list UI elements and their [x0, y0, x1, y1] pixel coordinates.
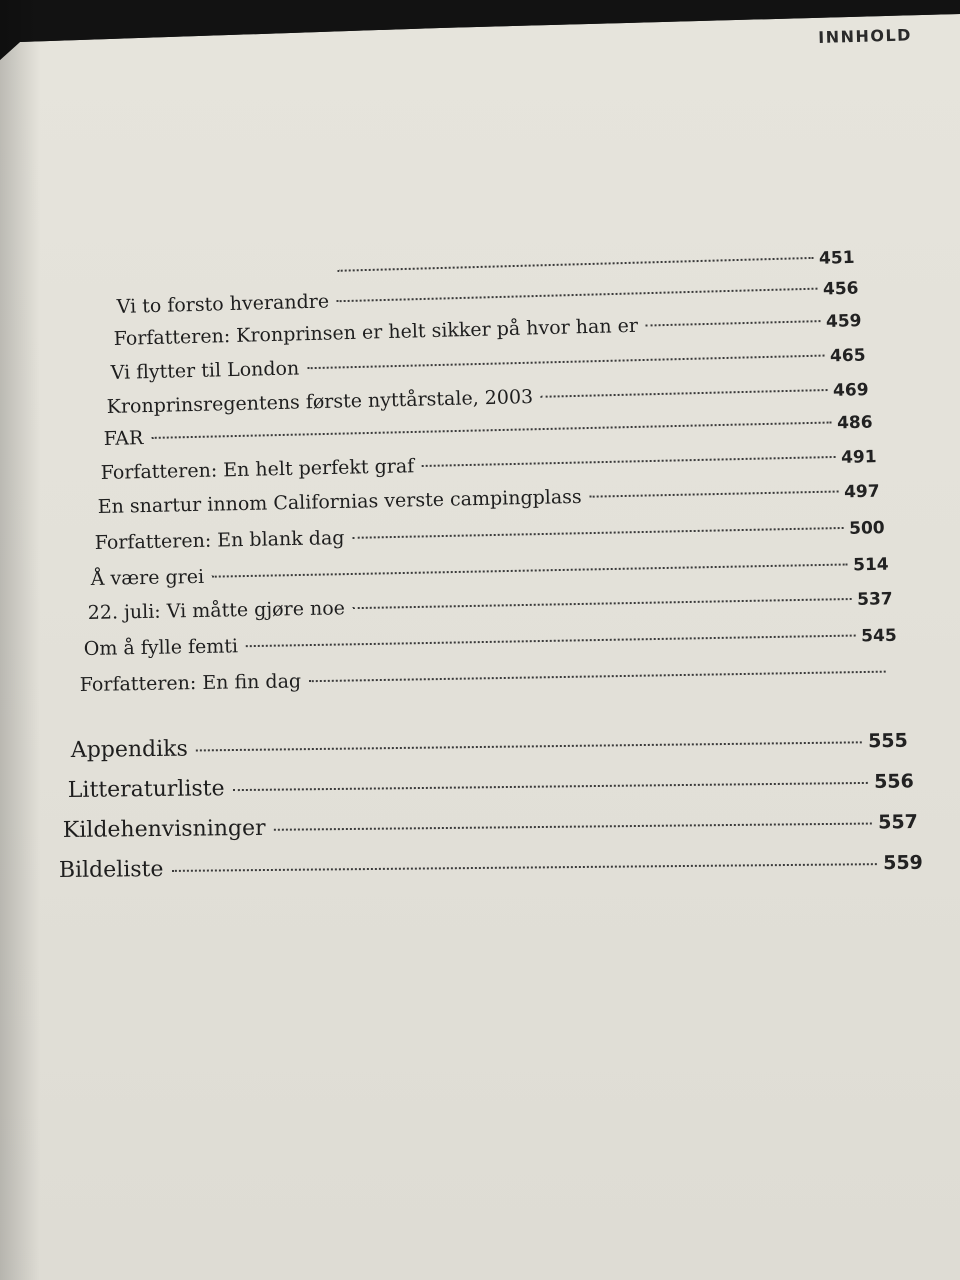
toc-entry-title: Kronprinsregentens første nyttårstale, 2003: [106, 385, 534, 418]
toc-leader: [352, 527, 843, 539]
toc-page-number: 559: [883, 851, 923, 875]
toc-main-entry: [63, 809, 918, 843]
toc-leader: [353, 598, 851, 609]
toc-page-number: 469: [832, 380, 869, 401]
toc-main-entry: [71, 728, 908, 763]
toc-main-entry: [59, 850, 923, 883]
toc-leader: [337, 288, 817, 303]
toc-entry: [106, 378, 868, 418]
toc-leader: [309, 671, 886, 683]
toc-page-number: 497: [843, 481, 880, 503]
toc-page-number: 451: [818, 247, 855, 269]
toc-page-number: 491: [840, 447, 877, 468]
toc-entry: [88, 587, 893, 624]
toc-entry-title: Forfatteren: En fin dag: [79, 670, 302, 696]
running-head: INNHOLD: [818, 25, 913, 47]
toc-entry: [98, 480, 880, 518]
toc-main-entry: [68, 768, 914, 803]
toc-entry-title: Appendiks: [70, 736, 188, 763]
toc-entry-title: Om å fylle femti: [83, 635, 239, 660]
toc-page-number: 456: [822, 278, 859, 300]
toc-page-number: 500: [848, 518, 885, 539]
toc-page-number: 556: [874, 770, 914, 793]
toc-entry-title: Litteraturliste: [67, 776, 225, 803]
toc-leader: [307, 355, 824, 370]
toc-entry: [110, 344, 865, 384]
toc-entry: [80, 661, 892, 696]
toc-leader: [338, 257, 813, 272]
toc-entry-title: Å være grei: [90, 565, 205, 590]
toc-entry-title: FAR: [103, 427, 144, 450]
toc-leader: [541, 389, 827, 398]
toc-entry: [95, 516, 885, 554]
toc-entry: [101, 445, 877, 484]
toc-page-number: 555: [867, 729, 908, 753]
toc-leader: [590, 490, 838, 497]
toc-entry-title: En snartur innom Californias verste campingplass: [97, 485, 582, 518]
toc-continuation-line: [329, 248, 854, 282]
toc-page-number: 486: [836, 412, 873, 434]
toc-entry-title: Bildeliste: [58, 856, 164, 883]
toc-entry-title: Kildehenvisninger: [62, 815, 266, 843]
toc-entry-title: Forfatteren: En blank dag: [94, 526, 345, 554]
toc-page-number: 557: [878, 811, 918, 834]
toc-entry: [104, 411, 873, 450]
toc-entry-title: 22. juli: Vi måtte gjøre noe: [87, 597, 346, 624]
toc-page-number: 545: [861, 625, 897, 647]
toc-page-number: 465: [829, 345, 866, 367]
toc-entry-title: Vi flytter til London: [110, 357, 300, 384]
toc-leader: [246, 635, 855, 648]
toc-page-number: 459: [825, 311, 862, 332]
toc-leader: [171, 863, 877, 872]
toc-page-number: 537: [857, 589, 893, 610]
toc-leader: [212, 563, 847, 577]
toc-leader: [196, 741, 862, 751]
toc-entry-title: Forfatteren: Kronprinsen er helt sikker på hvor han er: [113, 314, 639, 350]
toc-leader: [646, 320, 820, 326]
toc-leader: [422, 456, 835, 467]
toc-entry-title: Forfatteren: En helt perfekt graf: [100, 455, 415, 484]
toc-entry: [91, 553, 889, 590]
toc-leader: [233, 782, 869, 791]
toc-entry: [84, 624, 897, 660]
toc-leader: [274, 823, 873, 831]
toc-leader: [151, 421, 831, 438]
toc-entry: [113, 309, 861, 350]
toc-entry-title: Vi to forsto hverandre: [116, 290, 330, 318]
toc-page-number: 514: [852, 554, 889, 576]
